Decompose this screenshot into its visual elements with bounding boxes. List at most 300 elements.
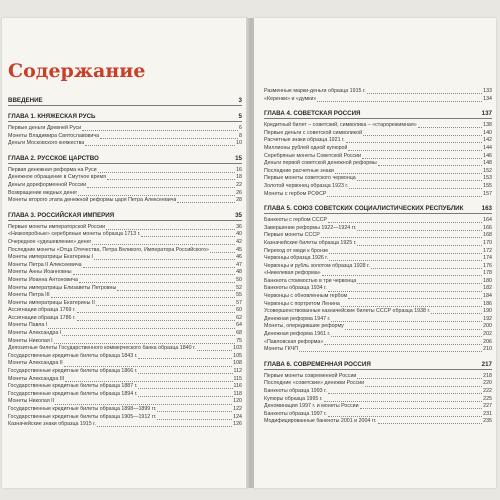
- toc-entry[interactable]: [264, 175, 492, 183]
- chapter-title: ГЛАВА 1. КНЯЖЕСКАЯ РУСЬ: [8, 113, 96, 120]
- entry-title: Червонцы образца 1926 г.: [264, 255, 329, 262]
- entry-title: Первые деньги Древней Руси: [8, 125, 82, 131]
- entry-page-number: 108: [233, 360, 242, 367]
- entry-page-number: 180: [483, 277, 492, 284]
- dot-leader: [138, 358, 232, 359]
- entry-title: «Низкопробные» серебряные монеты образца 1713 г.: [8, 231, 141, 238]
- toc-entry[interactable]: [264, 153, 492, 161]
- entry-title: Монеты Петра III: [8, 292, 50, 299]
- dot-leader: [357, 378, 482, 379]
- entry-title: Казначейские билеты образца 1925 г.: [264, 239, 357, 246]
- chapter-page-number: 35: [235, 211, 242, 219]
- entry-page-number: 122: [233, 406, 242, 412]
- dot-leader: [357, 180, 482, 181]
- entry-page-number: 172: [483, 247, 492, 254]
- toc-entry[interactable]: [8, 368, 242, 376]
- entry-title: «Никелевая реформа»: [264, 270, 321, 277]
- dot-leader: [77, 320, 235, 321]
- toc-entry[interactable]: [8, 269, 242, 277]
- entry-page-number: 190: [483, 308, 492, 315]
- chapter-page-number: 3: [238, 97, 242, 104]
- entry-page-number: 64: [236, 322, 242, 329]
- dot-leader: [138, 396, 232, 397]
- entry-title: Монеты Александра I: [8, 330, 62, 337]
- dot-leader: [360, 408, 483, 409]
- entry-title: Первая денежная реформа на Руси: [8, 166, 97, 173]
- entry-title: Монеты с гербом РСФСР: [264, 190, 327, 197]
- dot-leader: [324, 344, 482, 345]
- entry-title: Денежная реформа 1947 г.: [264, 315, 331, 322]
- dot-leader: [78, 195, 235, 196]
- entry-title: Первые монеты СССР: [264, 232, 320, 239]
- toc-entry[interactable]: [264, 293, 492, 301]
- entry-title: Монеты ГКЧП: [264, 346, 299, 353]
- toc-entry[interactable]: [8, 262, 242, 270]
- dot-leader: [418, 127, 483, 128]
- toc-entry[interactable]: [8, 315, 242, 323]
- entry-title: Первые монеты императорской России: [8, 223, 106, 230]
- toc-entry[interactable]: [264, 278, 492, 286]
- entry-title: Возвращение медных денег: [8, 189, 78, 196]
- entry-page-number: 176: [483, 262, 492, 269]
- toc-entry[interactable]: [264, 411, 492, 419]
- entry-page-number: 164: [483, 217, 492, 224]
- toc-entry[interactable]: [8, 398, 242, 406]
- dot-leader: [378, 423, 483, 424]
- dot-leader: [345, 329, 482, 330]
- entry-page-number: 138: [483, 122, 492, 129]
- dot-leader: [138, 388, 232, 389]
- entry-title: Депозитные билеты Государственного коммерческого банка образца 1840 г.: [8, 345, 196, 352]
- entry-page-number: 140: [483, 129, 492, 136]
- dot-leader: [357, 245, 482, 246]
- toc-entry[interactable]: [264, 388, 492, 396]
- dot-leader: [349, 188, 482, 189]
- toc-entry[interactable]: [8, 383, 242, 391]
- dot-leader: [79, 282, 235, 283]
- page-title: Содержание: [8, 60, 146, 82]
- chapter-title: ГЛАВА 6. СОВРЕМЕННАЯ РОССИЯ: [264, 360, 371, 368]
- toc-entry[interactable]: [8, 133, 242, 141]
- dot-leader: [92, 244, 235, 245]
- dot-leader: [48, 328, 235, 329]
- toc-entry[interactable]: [8, 322, 242, 330]
- entry-title: Последние монеты «Отца Отечества, Петра Великого, Императора Российского»: [8, 246, 209, 253]
- entry-page-number: 157: [483, 190, 492, 197]
- dot-leader: [341, 306, 482, 307]
- dot-leader: [117, 290, 235, 291]
- entry-title: «Павловская реформа»: [264, 338, 324, 345]
- toc-entry[interactable]: [8, 125, 242, 133]
- entry-page-number: 146: [483, 152, 492, 159]
- dot-leader: [363, 135, 482, 136]
- toc-entry[interactable]: [8, 338, 242, 346]
- toc-entry[interactable]: [264, 373, 492, 381]
- entry-page-number: 75: [236, 337, 242, 344]
- entry-title: Завершение реформы 1922—1924 гг.: [264, 224, 357, 231]
- entry-page-number: 155: [483, 182, 492, 189]
- toc-entry[interactable]: [8, 376, 242, 384]
- dot-leader: [357, 283, 482, 284]
- entry-page-number: 192: [483, 315, 492, 322]
- entry-page-number: 26: [236, 189, 242, 196]
- entry-page-number: 48: [236, 269, 242, 276]
- entry-title: Денежная реформа 1961 г.: [264, 331, 331, 338]
- toc-entry[interactable]: [264, 145, 492, 153]
- dot-leader: [299, 351, 482, 352]
- toc-entry[interactable]: [264, 137, 492, 145]
- dot-leader: [317, 101, 482, 102]
- dot-leader: [55, 404, 232, 405]
- dot-leader: [64, 366, 232, 367]
- dot-leader: [328, 416, 482, 417]
- toc-entry[interactable]: [264, 225, 492, 233]
- toc-entry[interactable]: [264, 130, 492, 138]
- dot-leader: [73, 274, 236, 275]
- dot-leader: [157, 419, 232, 420]
- dot-leader: [371, 268, 482, 269]
- dot-leader: [367, 93, 482, 94]
- entry-title: Банкноты образца 1934 г.: [264, 285, 327, 292]
- entry-title: Расчетные знаки образца 1921 г.: [264, 137, 345, 144]
- toc-entry[interactable]: [8, 182, 242, 190]
- entry-page-number: 52: [236, 284, 242, 291]
- entry-title: Червонцы с обновленным гербом: [264, 293, 348, 300]
- entry-title: Государственные кредитные билеты образца 1894 г.: [8, 390, 138, 397]
- entry-title: Монеты Анны Иоанновны: [8, 269, 72, 276]
- dot-leader: [85, 145, 235, 146]
- dot-leader: [331, 321, 482, 322]
- chapter-heading[interactable]: [8, 154, 242, 164]
- dot-leader: [83, 267, 236, 268]
- entry-title: Монеты Павла I: [8, 322, 48, 329]
- entry-title: Банкноты образца 1993 г.: [264, 388, 327, 394]
- toc-entry[interactable]: [8, 406, 242, 414]
- toc-entry[interactable]: [8, 247, 242, 255]
- entry-title: Миллионы рублей одной купюрой: [264, 144, 348, 151]
- toc-entry[interactable]: [264, 255, 492, 263]
- right-page: [254, 18, 496, 488]
- entry-page-number: 134: [483, 95, 492, 102]
- chapter-heading[interactable]: [264, 109, 492, 119]
- entry-title: Золотой червонец образца 1923 г.: [264, 182, 349, 189]
- dot-leader: [100, 138, 238, 139]
- dot-leader: [51, 297, 235, 298]
- entry-title: Банкноты образца 1997 г.: [264, 410, 327, 417]
- toc-entry[interactable]: [8, 292, 242, 300]
- toc-entry[interactable]: [8, 174, 242, 182]
- entry-page-number: 225: [483, 395, 492, 402]
- entry-page-number: 22: [236, 181, 242, 188]
- entry-page-number: 184: [483, 293, 492, 300]
- dot-leader: [106, 229, 235, 230]
- entry-title: Червонцы и рубль золотом образца 1928 г.: [264, 262, 370, 269]
- toc-entry[interactable]: [264, 396, 492, 404]
- toc-entry[interactable]: [264, 323, 492, 331]
- entry-page-number: 222: [483, 388, 492, 394]
- dot-leader: [322, 275, 483, 276]
- dot-leader: [348, 298, 482, 299]
- chapter-title: ВВЕДЕНИЕ: [8, 97, 43, 104]
- entry-page-number: 200: [483, 323, 492, 330]
- entry-page-number: 174: [483, 255, 492, 262]
- entry-page-number: 206: [483, 338, 492, 345]
- entry-title: Кредитный билет – советский, символика – «старорежимная»: [264, 122, 417, 129]
- entry-title: Денежное обращение в Смутное время: [8, 174, 106, 181]
- toc-entry[interactable]: [264, 96, 492, 104]
- entry-page-number: 120: [233, 398, 242, 405]
- dot-leader: [365, 386, 482, 387]
- entry-title: Монеты Владимира Святославовича: [8, 132, 100, 139]
- toc-entry[interactable]: [264, 240, 492, 248]
- entry-title: Монеты Иоанна Антоновича: [8, 276, 78, 283]
- entry-page-number: 60: [236, 307, 242, 314]
- dot-leader: [210, 252, 235, 253]
- chapter-title: ГЛАВА 2. РУССКОЕ ЦАРСТВО: [8, 154, 99, 162]
- toc-entry[interactable]: [8, 414, 242, 422]
- dot-leader: [328, 222, 482, 223]
- toc-entry[interactable]: [8, 285, 242, 293]
- dot-leader: [331, 336, 482, 337]
- entry-page-number: 16: [236, 166, 242, 173]
- entry-title: Банкнота стоимостью в три червонца: [264, 277, 357, 284]
- toc-right: [264, 88, 492, 426]
- dot-leader: [77, 312, 235, 313]
- entry-title: Государственные кредитные билеты образца 1905—1912 гг.: [8, 413, 157, 420]
- entry-page-number: 220: [483, 380, 492, 387]
- toc-entry[interactable]: [264, 331, 492, 339]
- dot-leader: [82, 130, 238, 131]
- toc-entry[interactable]: [264, 88, 492, 96]
- entry-title: Ассигнации образца 1786 г.: [8, 314, 76, 321]
- entry-page-number: 116: [233, 383, 242, 390]
- entry-page-number: 47: [236, 261, 242, 268]
- entry-page-number: 57: [236, 299, 242, 306]
- toc-entry[interactable]: [8, 421, 242, 429]
- entry-page-number: 124: [233, 413, 242, 420]
- entry-title: Первые деньги с советской символикой: [264, 129, 363, 136]
- entry-title: Банкноты с гербом СССР: [264, 217, 328, 224]
- entry-title: Первые монеты советского червонца: [264, 175, 356, 182]
- entry-title: Монеты Александра III: [8, 375, 65, 382]
- toc-entry[interactable]: [264, 308, 492, 316]
- chapter-heading[interactable]: [8, 112, 242, 122]
- entry-page-number: 168: [483, 232, 492, 239]
- toc-left: [8, 90, 242, 429]
- entry-title: Монеты императрицы Екатерины I: [8, 254, 94, 261]
- dot-leader: [346, 142, 482, 143]
- toc-entry[interactable]: [264, 301, 492, 309]
- entry-title: Государственные кредитные билеты образца 1887 г.: [8, 383, 138, 390]
- dot-leader: [97, 426, 232, 427]
- toc-entry[interactable]: [264, 263, 492, 271]
- toc-entry[interactable]: [8, 360, 242, 368]
- chapter-page-number: 217: [481, 360, 492, 368]
- toc-entry[interactable]: [8, 353, 242, 361]
- toc-entry[interactable]: [8, 391, 242, 399]
- chapter-heading[interactable]: [8, 211, 242, 221]
- entry-page-number: 112: [233, 368, 242, 375]
- toc-entry[interactable]: [8, 254, 242, 262]
- entry-page-number: 202: [483, 331, 492, 338]
- dot-leader: [62, 335, 235, 336]
- toc-entry[interactable]: [264, 168, 492, 176]
- entry-title: Государственные кредитные билеты образца 1843 г.: [8, 352, 138, 359]
- entry-title: Монеты Николая II: [8, 398, 55, 405]
- toc-entry[interactable]: [8, 197, 242, 205]
- dot-leader: [328, 291, 482, 292]
- entry-title: Купюры образца 1995 г.: [264, 395, 323, 402]
- toc-entry[interactable]: [264, 380, 492, 388]
- entry-title: Монеты императрицы Елизаветы Петровны: [8, 284, 117, 291]
- dot-leader: [96, 305, 235, 306]
- entry-page-number: 186: [483, 300, 492, 307]
- dot-leader: [197, 350, 232, 351]
- toc-entry[interactable]: [8, 239, 242, 247]
- entry-page-number: 235: [483, 418, 492, 425]
- toc-entry[interactable]: [8, 224, 242, 232]
- entry-page-number: 133: [483, 88, 492, 94]
- dot-leader: [157, 411, 232, 412]
- entry-page-number: 36: [236, 223, 242, 230]
- entry-page-number: 18: [236, 174, 242, 181]
- dot-leader: [335, 173, 482, 174]
- entry-page-number: 210: [483, 346, 492, 353]
- entry-title: Модифицированные банкноты 2001 и 2004 гг.: [264, 418, 377, 425]
- entry-page-number: 62: [236, 314, 242, 321]
- entry-title: Монеты императрицы Екатерины II: [8, 299, 95, 306]
- toc-entry[interactable]: [264, 191, 492, 199]
- dot-leader: [94, 259, 235, 260]
- chapter-page-number: 163: [481, 205, 492, 213]
- entry-title: Монеты второго этапа денежной реформы царя Петра Алексеевича: [8, 197, 177, 204]
- toc-entry[interactable]: [264, 418, 492, 426]
- entry-title: Государственные кредитные билеты образца 1866 г.: [8, 368, 138, 375]
- dot-leader: [107, 179, 235, 180]
- entry-page-number: 218: [483, 372, 492, 379]
- dot-leader: [98, 172, 235, 173]
- chapter-heading[interactable]: [264, 360, 492, 370]
- toc-entry[interactable]: [264, 316, 492, 324]
- chapter-page-number: 15: [235, 154, 242, 162]
- entry-title: Серебряные монеты Советской России: [264, 152, 362, 159]
- entry-title: Государственные кредитные билеты образца 1898—1899 гг.: [8, 406, 157, 412]
- dot-leader: [138, 373, 232, 374]
- toc-entry[interactable]: [8, 345, 242, 353]
- entry-page-number: 144: [483, 144, 492, 151]
- dot-leader: [65, 381, 232, 382]
- toc-entry[interactable]: [8, 307, 242, 315]
- entry-page-number: 8: [239, 132, 242, 139]
- dot-leader: [324, 401, 483, 402]
- dot-leader: [54, 343, 235, 344]
- toc-entry[interactable]: [8, 190, 242, 198]
- entry-page-number: 50: [236, 276, 242, 283]
- entry-page-number: 126: [233, 421, 242, 428]
- entry-title: Разменные марки-деньги образца 1915 г.: [264, 88, 366, 94]
- toc-entry[interactable]: [8, 330, 242, 338]
- chapter-title: ГЛАВА 5. СОЮЗ СОВЕТСКИХ СОЦИАЛИСТИЧЕСКИХ РЕСПУБЛИК: [264, 205, 464, 213]
- dot-leader: [378, 165, 482, 166]
- entry-title: Деноминация 1997 г. и монеты России: [264, 403, 359, 410]
- chapter-page-number: 5: [238, 113, 242, 120]
- toc-entry[interactable]: [8, 167, 242, 175]
- toc-entry[interactable]: [8, 140, 242, 148]
- toc-entry[interactable]: [264, 232, 492, 240]
- dot-leader: [431, 313, 482, 314]
- toc-entry[interactable]: [264, 183, 492, 191]
- toc-entry[interactable]: [264, 346, 492, 354]
- dot-leader: [348, 150, 482, 151]
- toc-entry[interactable]: [8, 231, 242, 239]
- entry-page-number: 231: [483, 410, 492, 417]
- entry-page-number: 68: [236, 330, 242, 337]
- chapter-heading[interactable]: [264, 204, 492, 214]
- entry-page-number: 118: [233, 390, 242, 397]
- entry-title: Монеты Александра II: [8, 360, 63, 367]
- entry-page-number: 28: [236, 197, 242, 204]
- chapter-heading[interactable]: [8, 96, 242, 106]
- entry-title: Монеты Петра II Алексеевича: [8, 261, 82, 268]
- left-page: [2, 18, 248, 488]
- toc-entry[interactable]: [8, 300, 242, 308]
- entry-page-number: 115: [233, 375, 242, 382]
- toc-entry[interactable]: [264, 285, 492, 293]
- entry-page-number: 10: [236, 140, 242, 147]
- entry-page-number: 142: [483, 137, 492, 144]
- entry-page-number: 227: [483, 403, 492, 410]
- toc-entry[interactable]: [264, 248, 492, 256]
- entry-page-number: 166: [483, 224, 492, 231]
- entry-page-number: 42: [236, 238, 242, 245]
- toc-entry[interactable]: [264, 270, 492, 278]
- entry-page-number: 182: [483, 285, 492, 292]
- toc-entry[interactable]: [8, 277, 242, 285]
- entry-title: Переход от меди к бронзе: [264, 247, 329, 254]
- entry-title: Червонцы с портретом Ленина: [264, 300, 340, 307]
- toc-entry[interactable]: [264, 217, 492, 225]
- dot-leader: [362, 158, 482, 159]
- entry-title: «Керенки» и «думки»: [264, 95, 317, 102]
- entry-page-number: 170: [483, 239, 492, 246]
- dot-leader: [321, 237, 482, 238]
- entry-title: Первые монеты современной России: [264, 372, 357, 379]
- entry-page-number: 45: [236, 246, 242, 253]
- toc-entry[interactable]: [264, 403, 492, 411]
- entry-page-number: 152: [483, 167, 492, 174]
- entry-title: Деньги Московского княжества: [8, 140, 85, 147]
- entry-page-number: 46: [236, 254, 242, 261]
- dot-leader: [329, 253, 482, 254]
- entry-title: Деньги первой советской денежной реформы: [264, 160, 377, 167]
- entry-page-number: 40: [236, 231, 242, 238]
- entry-title: Последние расчетные знаки: [264, 167, 334, 174]
- entry-page-number: 103: [233, 345, 242, 352]
- dot-leader: [141, 236, 235, 237]
- entry-page-number: 105: [233, 352, 242, 359]
- dot-leader: [328, 393, 482, 394]
- toc-entry[interactable]: [264, 160, 492, 168]
- dot-leader: [87, 187, 235, 188]
- toc-entry[interactable]: [264, 122, 492, 130]
- toc-entry[interactable]: [264, 339, 492, 347]
- entry-page-number: 148: [483, 160, 492, 167]
- entry-page-number: 153: [483, 175, 492, 182]
- entry-title: Последние «советские» денежки России: [264, 380, 365, 387]
- entry-title: Казначейские знаки образца 1915 г.: [8, 421, 96, 428]
- entry-page-number: 55: [236, 292, 242, 299]
- entry-title: Монеты, опередившие реформу: [264, 323, 344, 330]
